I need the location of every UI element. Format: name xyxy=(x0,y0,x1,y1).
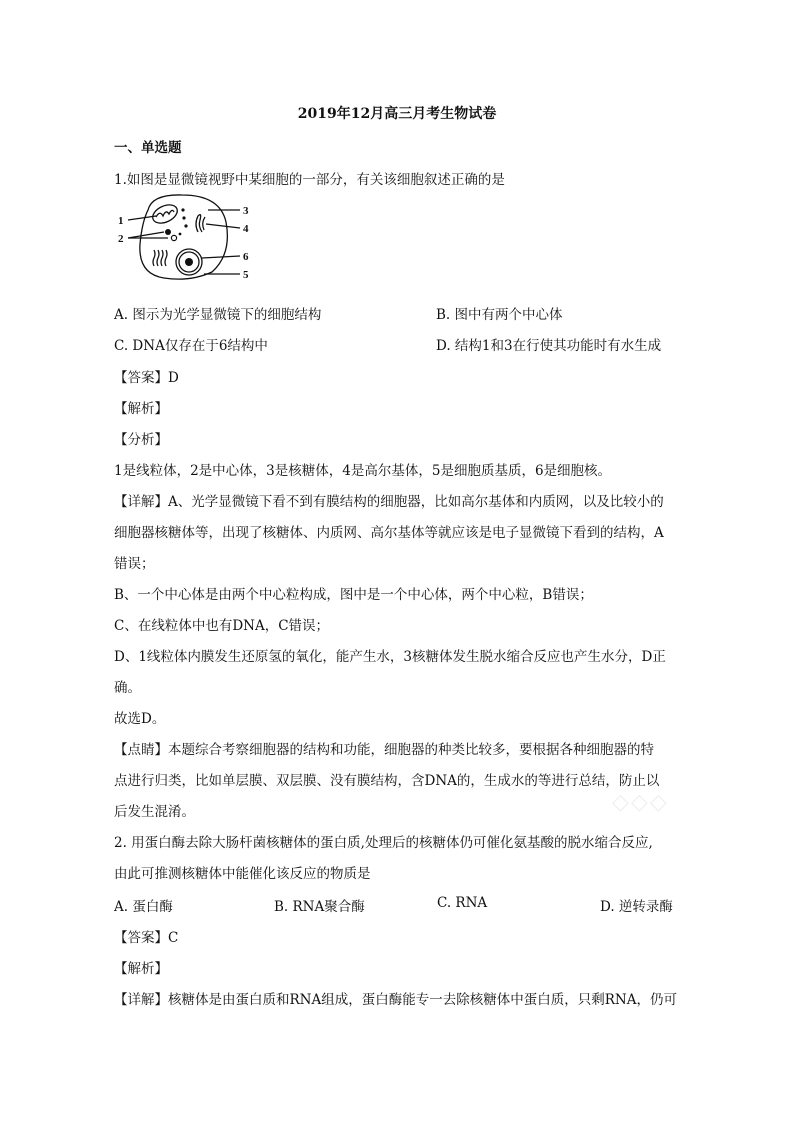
q1-stem: 1.如图是显微镜视野中某细胞的一部分，有关该细胞叙述正确的是 xyxy=(114,172,505,188)
q2-option-b: B. RNA聚合酶 xyxy=(274,899,365,915)
q1-tip-line-2: 点进行归类，比如单层膜、双层膜、没有膜结构，含DNA的，生成水的等进行总结，防止以 xyxy=(114,773,660,789)
section-heading: 一、单选题 xyxy=(114,140,182,156)
q1-detail-line-2: 细胞器核糖体等，出现了核糖体、内质网、高尔基体等就应该是电子显微镜下看到的结构，A xyxy=(114,525,664,541)
golgi-shape xyxy=(196,215,202,232)
q1-choose: 故选D。 xyxy=(114,711,166,727)
q2-stem-line-2: 由此可推测核糖体中能催化该反应的物质是 xyxy=(114,866,371,882)
label-1: 1 xyxy=(118,215,124,227)
q1-option-b: B. 图中有两个中心体 xyxy=(436,307,563,323)
nucleolus xyxy=(185,258,193,266)
q2-answer: 【答案】C xyxy=(114,930,179,946)
label-5: 5 xyxy=(243,269,249,281)
q1-detail-d-line-2: 确。 xyxy=(114,680,141,696)
q1-detail-d-line-1: D、1线粒体内膜发生还原氢的氧化，能产生水，3核糖体发生脱水缩合反应也产生水分，D正 xyxy=(114,649,666,665)
cell-diagram xyxy=(112,192,260,282)
q1-option-c: C. DNA仅存在于6结构中 xyxy=(114,338,268,354)
label-4: 4 xyxy=(243,223,249,235)
label-6: 6 xyxy=(243,251,249,263)
label-2: 2 xyxy=(118,233,124,245)
q2-jiexi-heading: 【解析】 xyxy=(114,961,168,977)
mitochondrion-shape xyxy=(150,201,180,226)
q2-option-c: C. RNA xyxy=(437,895,488,911)
cell-membrane-outline xyxy=(140,195,228,279)
label-3: 3 xyxy=(243,205,249,217)
q1-tip-line-1: 【点睛】本题综合考察细胞器的结构和功能，细胞器的种类比较多，要根据各种细胞器的特 xyxy=(114,742,654,758)
q2-detail-line-1: 【详解】核糖体是由蛋白质和RNA组成，蛋白酶能专一去除核糖体中蛋白质，只剩RNA，仍可 xyxy=(114,992,677,1008)
centriole-1 xyxy=(165,229,171,235)
q1-jiexi-heading: 【解析】 xyxy=(114,401,168,417)
q1-detail-b: B、一个中心体是由两个中心粒构成，图中是一个中心体，两个中心粒，B错误； xyxy=(114,587,593,603)
mitochondrion-cristae xyxy=(156,210,174,217)
q2-option-d: D. 逆转录酶 xyxy=(600,899,673,915)
er-stripes xyxy=(153,250,167,266)
q1-detail-line-1: 【详解】A、光学显微镜下看不到有膜结构的细胞器，比如高尔基体和内质网，以及比较小的 xyxy=(114,494,664,510)
q1-detail-line-3: 错误； xyxy=(114,556,155,572)
q1-detail-c: C、在线粒体中也有DNA，C错误； xyxy=(114,618,330,634)
centriole-2 xyxy=(171,235,176,240)
q1-option-a: A. 图示为光学显微镜下的细胞结构 xyxy=(114,307,322,323)
q1-fenxi-heading: 【分析】 xyxy=(114,432,168,448)
q1-tip-line-3: 后发生混淆。 xyxy=(114,804,195,820)
q2-option-a: A. 蛋白酶 xyxy=(114,899,173,915)
q1-option-d: D. 结构1和3在行使其功能时有水生成 xyxy=(436,338,662,354)
q1-analysis: 1是线粒体，2是中心体，3是核糖体，4是高尔基体，5是细胞质基质，6是细胞核。 xyxy=(114,463,612,479)
q1-answer: 【答案】D xyxy=(114,370,179,386)
watermark-logo: ◇◇◇ xyxy=(612,790,669,815)
page-title: 2019年12月高三月考生物试卷 xyxy=(297,106,497,122)
q2-stem-line-1: 2. 用蛋白酶去除大肠杆菌核糖体的蛋白质,处理后的核糖体仍可催化氨基酸的脱水缩合反应, xyxy=(114,835,653,851)
